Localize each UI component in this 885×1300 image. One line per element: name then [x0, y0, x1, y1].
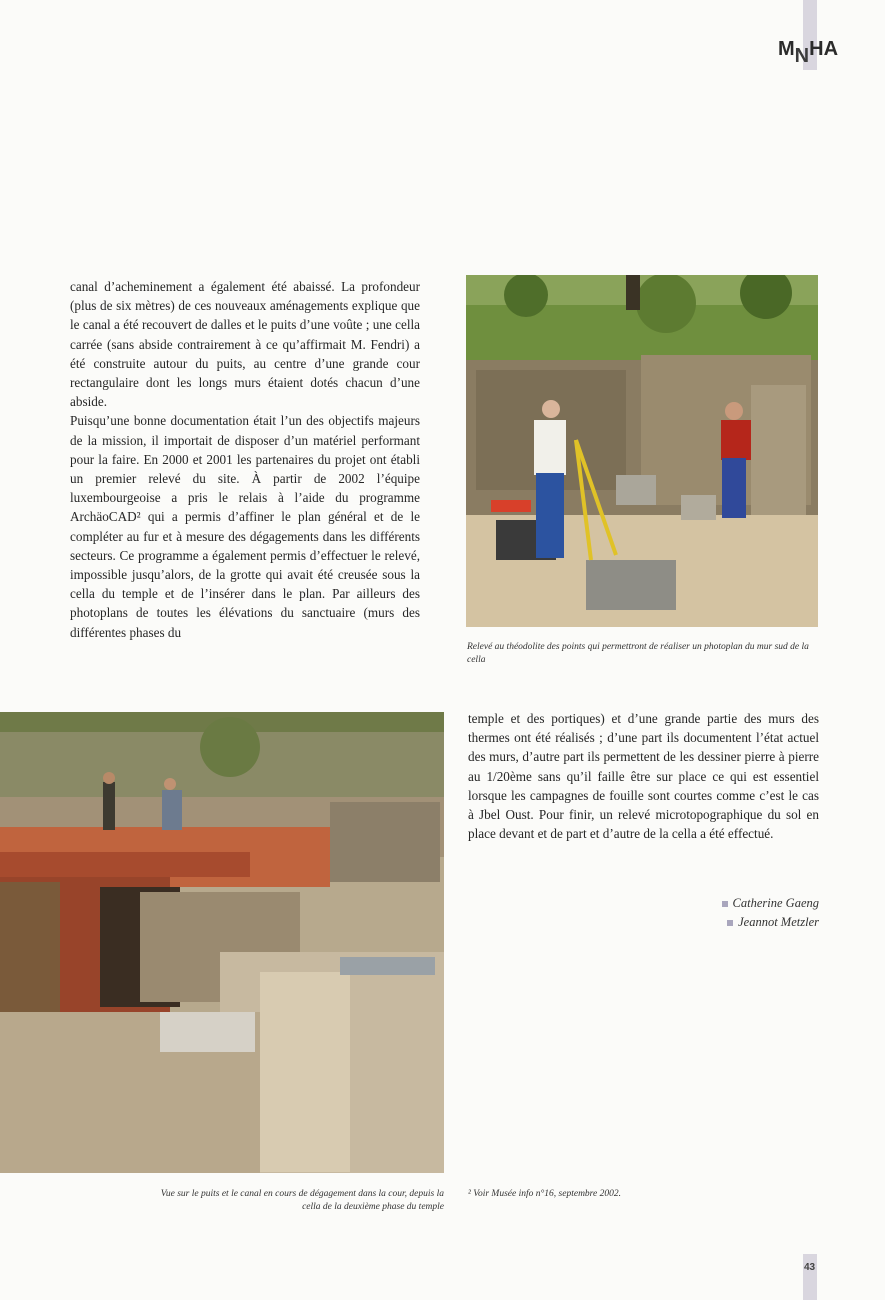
author-signature-1	[722, 896, 819, 911]
bullet-square-icon	[727, 920, 733, 926]
left-text-column	[70, 277, 420, 642]
logo-letter-m: M	[778, 38, 795, 60]
right-text-column	[468, 709, 819, 843]
page-number: 43	[804, 1262, 816, 1273]
logo-letters-ha: HA	[809, 38, 839, 60]
author-signature-2	[727, 915, 819, 930]
top-photo-caption: Relevé au théodolite des points qui permettront de réaliser un photoplan du mur sud de la cella	[467, 642, 809, 665]
page-accent-strip	[803, 1254, 817, 1300]
author-name-2: Jeannot Metzler	[738, 915, 819, 929]
excavation-photo	[0, 712, 444, 1173]
logo-letter-n: N	[794, 45, 810, 67]
surveying-photo-image	[466, 275, 818, 627]
museum-logo	[778, 38, 839, 67]
author-name-1: Catherine Gaeng	[732, 896, 819, 910]
left-paragraph-1: canal d’acheminement a également été abaissé. La profondeur (plus de six mètres) de ces nouveaux aménagements explique que le canal a été recouvert de dalles et le puits d’une voûte ; une cella carrée (sans abside contrairement à ce qu’affirmait M. Fendri) a été construite autour du puits, au centre d’une grande cour rectangulaire dont les longs murs étaient dotés chacun d’une abside.	[70, 279, 420, 410]
bottom-photo-caption: Vue sur le puits et le canal en cours de dégagement dans la cour, depuis la cella de la deuxième phase du temple	[160, 1189, 444, 1212]
excavation-photo-image	[0, 712, 444, 1173]
right-paragraph: temple et des portiques) et d’une grande partie des murs des thermes ont été réalisés ; d’une part ils documentent l’état actuel des murs, d’autre part ils permettent de les dessiner pierre à pierre au 1/20ème sans qu’il faille être sur place ce qui est essentiel lorsque les campagnes de fouille sont courtes comme c’est le cas à Jbel Oust. Pour finir, un relevé microtopographique du sol en place devant et de part et d’autre de la cella a été effectué.	[468, 711, 819, 842]
surveying-photo	[466, 275, 818, 627]
footnote: ² Voir Musée info n°16, septembre 2002.	[468, 1189, 621, 1199]
bullet-square-icon	[722, 901, 728, 907]
left-paragraph-2: Puisqu’une bonne documentation était l’un des objectifs majeurs de la mission, il importait de disposer d’un matériel performant pour la faire. En 2000 et 2001 les partenaires du projet ont établi un premier relevé du site. À partir de 2002 l’équipe luxembourgeoise a pris le relais à l’aide du programme ArchäoCAD² qui a permis d’affiner le plan général et de le compléter au fur et à mesure des dégagements dans les différents secteurs. Ce programme a également permis d’effectuer le relevé, impossible jusqu’alors, de la grotte qui avait été creusée sous la cella du temple et de l’insérer dans le plan. Par ailleurs des photoplans de toutes les élévations du sanctuaire (murs des différentes phases du	[70, 413, 420, 640]
